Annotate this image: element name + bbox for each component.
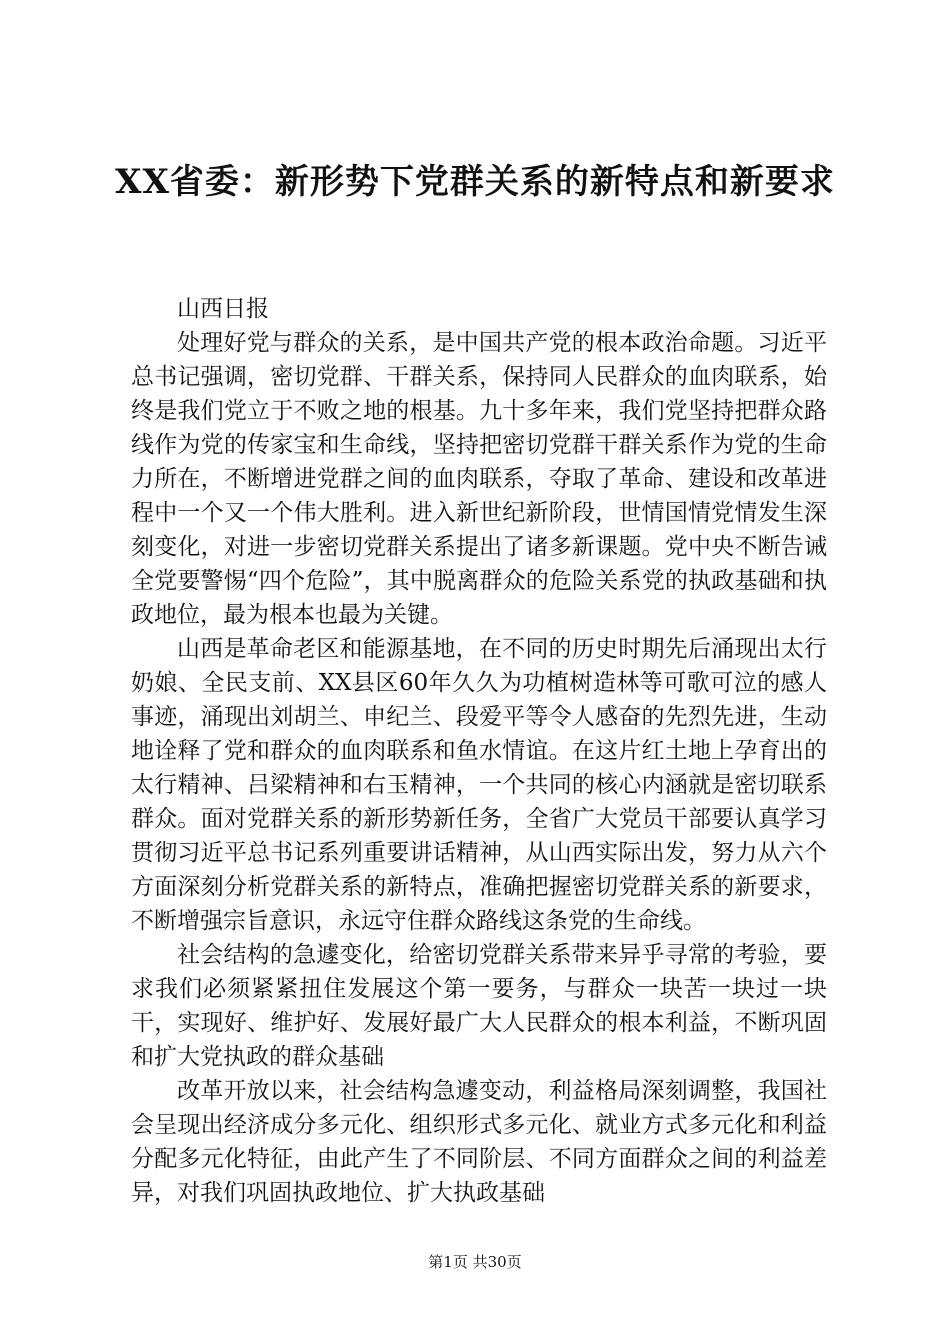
paragraph-1: 处理好党与群众的关系，是中国共产党的根本政治命题。习近平总书记强调，密切党群、干群关系，保持同人民群众的血肉联系，始终是我们党立于不败之地的根基。九十多年来，我们党坚持把群众路线作为党的传家宝和生命线，坚持把密切党群干群关系作为党的生命力所在，不断增进党群之间的血肉联系，夺取了革命、建设和改革进程中一个又一个伟大胜利。进入新世纪新阶段，世情国情党情发生深刻变化，对进一步密切党群关系提出了诸多新课题。党中央不断告诫全党要警惕“四个危险”，其中脱离群众的危险关系党的执政基础和执政地位，最为根本也最为关键。 xyxy=(131,330,827,628)
paragraph-3: 社会结构的急遽变化，给密切党群关系带来异乎寻常的考验，要求我们必须紧紧扭住发展这个第一要务，与群众一块苦一块过一块干，实现好、维护好、发展好最广大人民群众的根本利益，不断巩固和扩大党执政的群众基础 xyxy=(131,942,827,1070)
paragraph-4: 改革开放以来，社会结构急遽变动，利益格局深刻调整，我国社会呈现出经济成分多元化、组织形式多元化、就业方式多元化和利益分配多元化特征，由此产生了不同阶层、不同方面群众之间的利益差异，对我们巩固执政地位、扩大执政基础 xyxy=(131,1078,827,1206)
page-footer: 第1页 共30页 xyxy=(428,1253,522,1271)
document-title: XX省委：新形势下党群关系的新特点和新要求 xyxy=(115,162,835,202)
source-line: 山西日报 xyxy=(177,296,269,322)
paragraph-2: 山西是革命老区和能源基地，在不同的历史时期先后涌现出太行奶娘、全民支前、XX县区60年久久为功植树造林等可歌可泣的感人事迹，涌现出刘胡兰、申纪兰、段爱平等令人感奋的先烈先进，生动地诠释了党和群众的血肉联系和鱼水情谊。在这片红土地上孕育出的太行精神、吕梁精神和右玉精神，一个共同的核心内涵就是密切联系群众。面对党群关系的新形势新任务，全省广大党员干部要认真学习贯彻习近平总书记系列重要讲话精神，从山西实际出发，努力从六个方面深刻分析党群关系的新特点，准确把握密切党群关系的新要求，不断增强宗旨意识，永远守住群众路线这条党的生命线。 xyxy=(131,636,827,934)
document-body xyxy=(131,292,827,1210)
